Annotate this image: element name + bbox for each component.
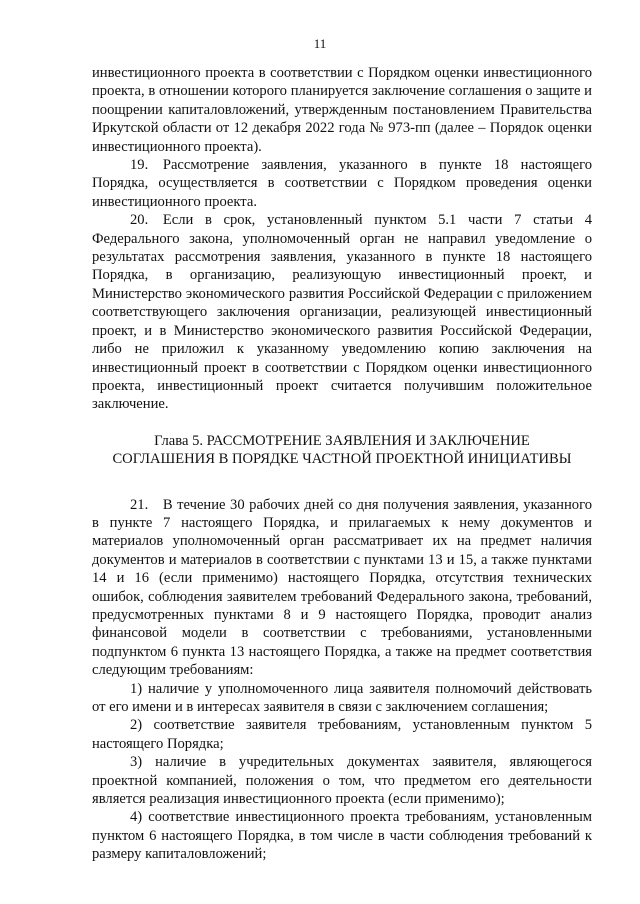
- chapter-heading: [92, 414, 592, 496]
- list-item-21-4: 4) соответствие инвестиционного проекта требованиям, установленным пунктом 6 настоящего Порядка, в том числе в части соблюдения требований к размеру капиталовложений;: [92, 809, 592, 863]
- page-number: 11: [313, 36, 327, 51]
- list-item-21-3: 3) наличие в учредительных документах заявителя, являющегося проектной компанией, положения о том, что предметом его деятельности является реализация инвестиционного проекта (если применимо);: [92, 754, 592, 808]
- document-body: [92, 64, 592, 864]
- paragraph-19: 19. Рассмотрение заявления, указанного в пункте 18 настоящего Порядка, осуществляется в соответствии с Порядком проведения оценки инвестиционного проекта.: [92, 157, 592, 210]
- paragraph-21: 21. В течение 30 рабочих дней со дня получения заявления, указанного в пункте 7 настоящего Порядка, и прилагаемых к нему документов и материалов уполномоченный орган рассматривает их на предмет наличия документов и материалов в соответствии с пунктами 13 и 15, а также пунктами 14 и 16 (если применимо) настоящего Порядка, отсутствия технических ошибок, соблюдения заявителем требований Федерального закона, требований, предусмотренных пунктами 8 и 9 настоящего Порядка, проводит анализ финансовой модели в соответствии с требованиями, установленными подпунктом 6 пункта 13 настоящего Порядка, а также на предмет соответствия следующим требованиям:: [92, 496, 592, 679]
- list-item-21-2: 2) соответствие заявителя требованиям, установленным пунктом 5 настоящего Порядка;: [92, 717, 592, 752]
- paragraph-20: 20. Если в срок, установленный пунктом 5.1 части 7 статьи 4 Федерального закона, уполномоченный орган не направил уведомление о результатах рассмотрения заявления, указанного в пункте 18 настоящего Порядка, в организацию, реализующую инвестиционный проект, и Министерство экономического развития Российской Федерации с приложением соответствующего заключения организации, реализующей инвестиционный проект, и в Министерство экономического развития Российской Федерации, либо не приложил к указанному уведомлению копию заключения на инвестиционный проект в соответствии с Порядком оценки инвестиционного проекта, инвестиционный проект считается получившим положительное заключение.: [92, 212, 592, 413]
- chapter-heading-line-1: Глава 5. РАССМОТРЕНИЕ ЗАЯВЛЕНИЯ И ЗАКЛЮЧЕНИЕ: [154, 432, 530, 449]
- list-item-21-1: 1) наличие у уполномоченного лица заявителя полномочий действовать от его имени и в интересах заявителя в связи с заключением соглашения;: [92, 680, 592, 715]
- paragraph-continuation: инвестиционного проекта в соответствии с Порядком оценки инвестиционного проекта, в отношении которого планируется заключение соглашения о защите и поощрении капиталовложений, утвержденным постановлением Правительства Иркутской области от 12 декабря 2022 года № 973-пп (далее – Порядок оценки инвестиционного проекта).: [92, 65, 592, 155]
- chapter-heading-line-2: СОГЛАШЕНИЯ В ПОРЯДКЕ ЧАСТНОЙ ПРОЕКТНОЙ ИНИЦИАТИВЫ: [112, 451, 572, 468]
